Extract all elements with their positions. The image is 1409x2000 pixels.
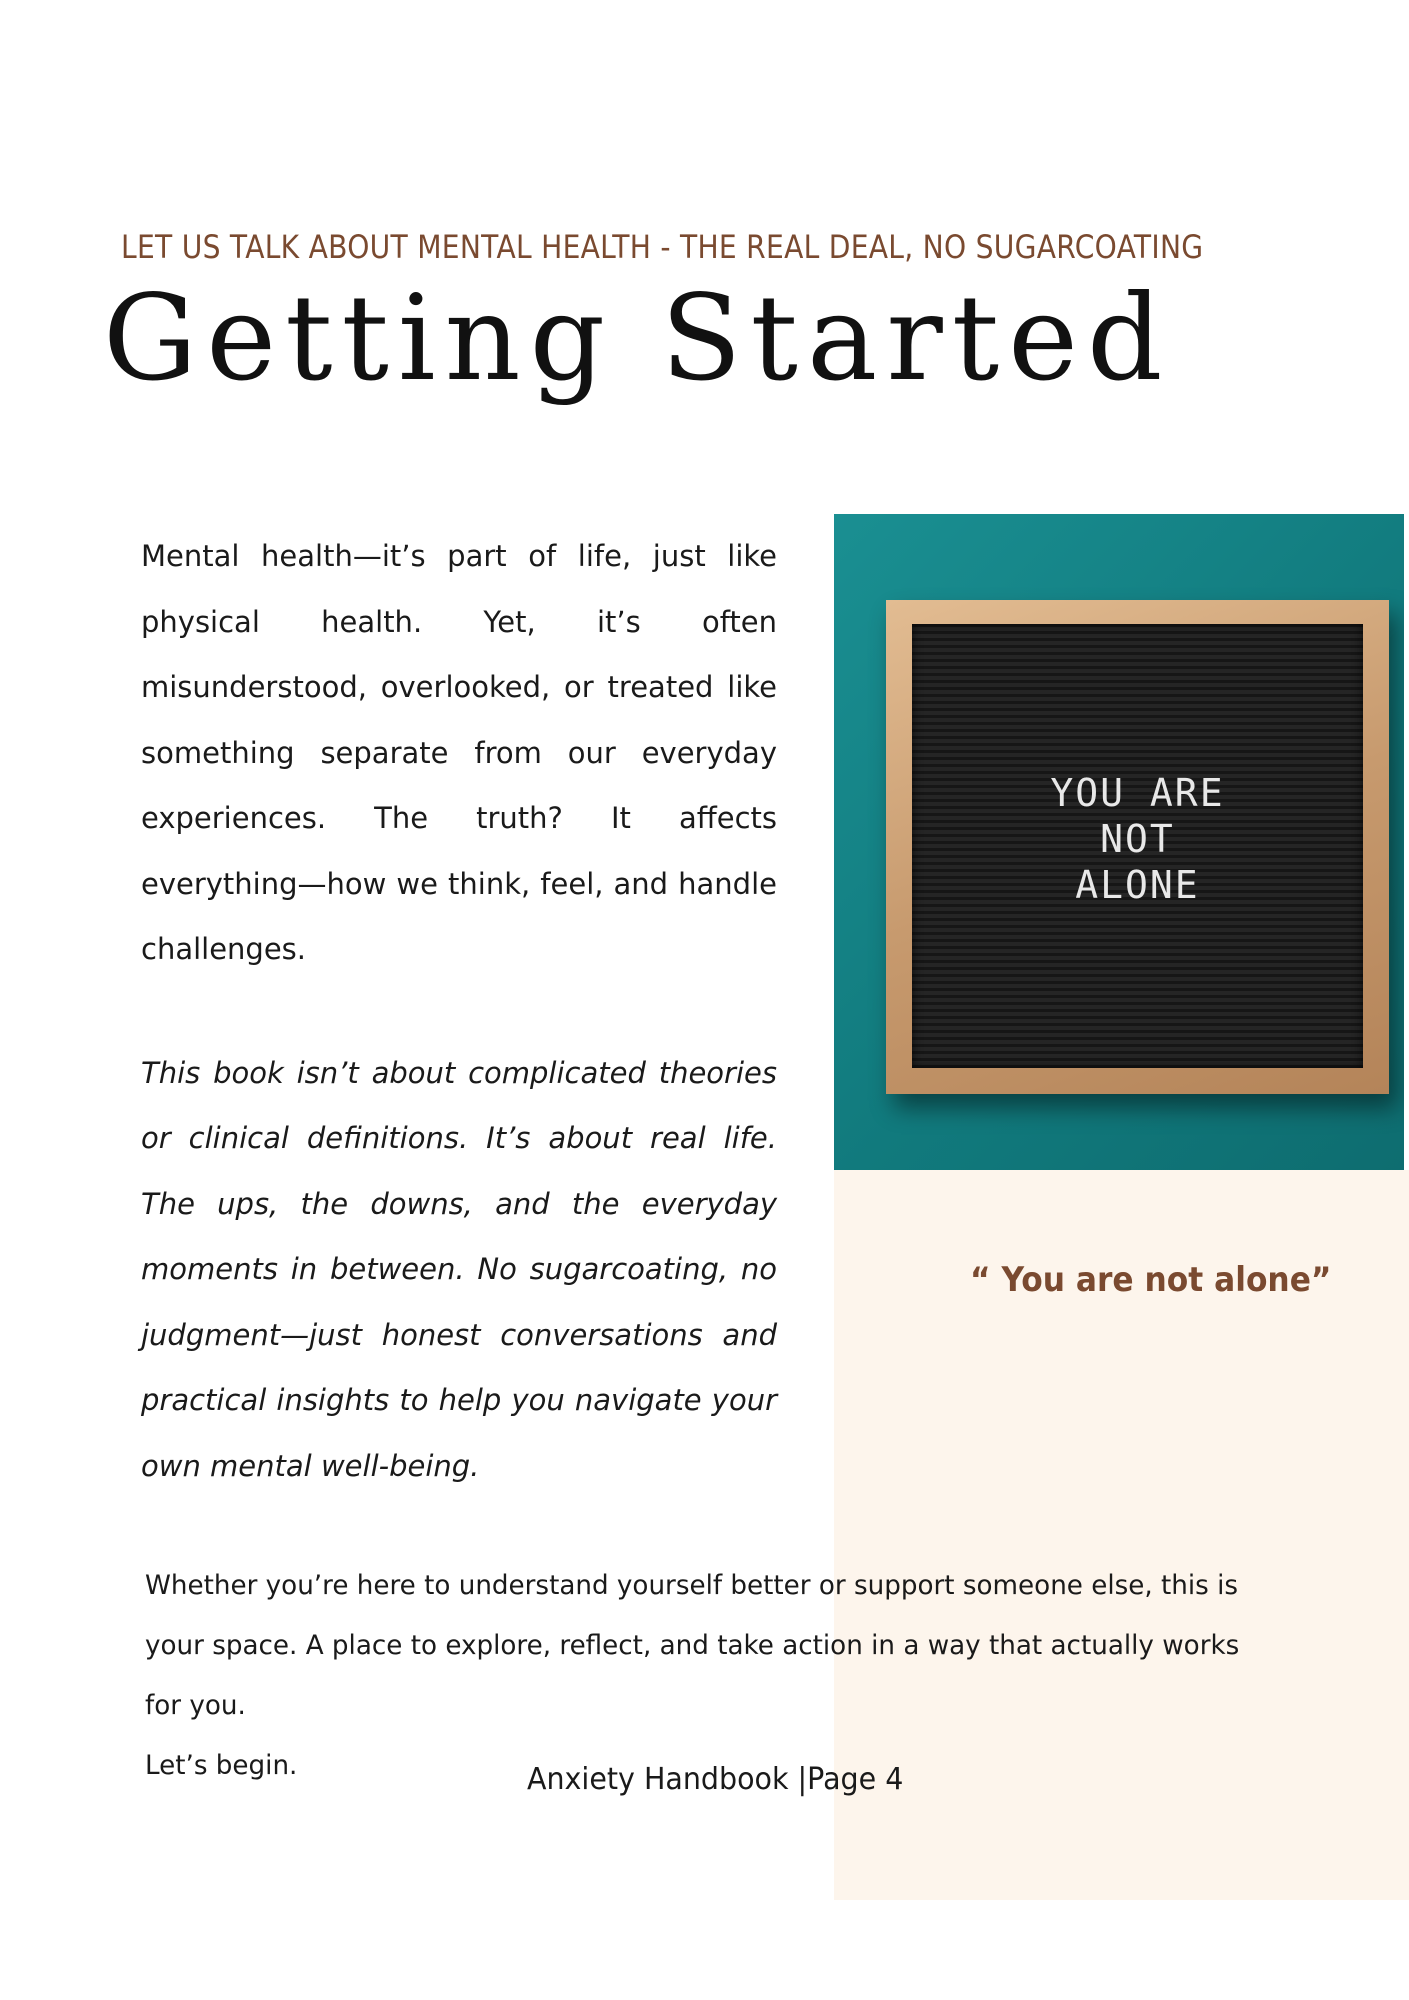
page-footer: Anxiety Handbook |Page 4 [527, 1762, 904, 1797]
board-line: YOU ARE [1050, 771, 1225, 815]
intro-italic-paragraph: This book isn’t about complicated theories or clinical definitions. It’s about real life. The ups, the downs, and the everyday moments in between. No sugarcoating, no judgment—just honest conversations and practical insights to help you navigate your own mental well-being. [141, 1055, 777, 1483]
pull-quote: “ You are not alone” [970, 1260, 1332, 1300]
letter-board [912, 624, 1363, 1068]
board-line: ALONE [1075, 863, 1200, 907]
letter-board-frame [886, 600, 1389, 1094]
intro-paragraph: Mental health—it’s part of life, just like physical health. Yet, it’s often misunderstood, overlooked, or treated like something separate from our everyday experiences. The truth? It affects everything—how we think, feel, and handle challenges. [141, 539, 777, 966]
closing-begin: Let’s begin. [145, 1750, 298, 1781]
letter-board-message [912, 770, 1363, 908]
closing-paragraph [145, 1556, 1280, 1796]
closing-text: Whether you’re here to understand yourself better or support someone else, this is your space. A place to explore, reflect, and take action in a way that actually works for you. [145, 1570, 1240, 1721]
letter-board-photo [834, 514, 1404, 1170]
page-title: Getting Started [103, 269, 1172, 407]
eyebrow-subtitle: LET US TALK ABOUT MENTAL HEALTH - THE REAL DEAL, NO SUGARCOATING [121, 228, 1204, 266]
intro-text-column [141, 524, 777, 1499]
board-line: NOT [1100, 817, 1175, 861]
